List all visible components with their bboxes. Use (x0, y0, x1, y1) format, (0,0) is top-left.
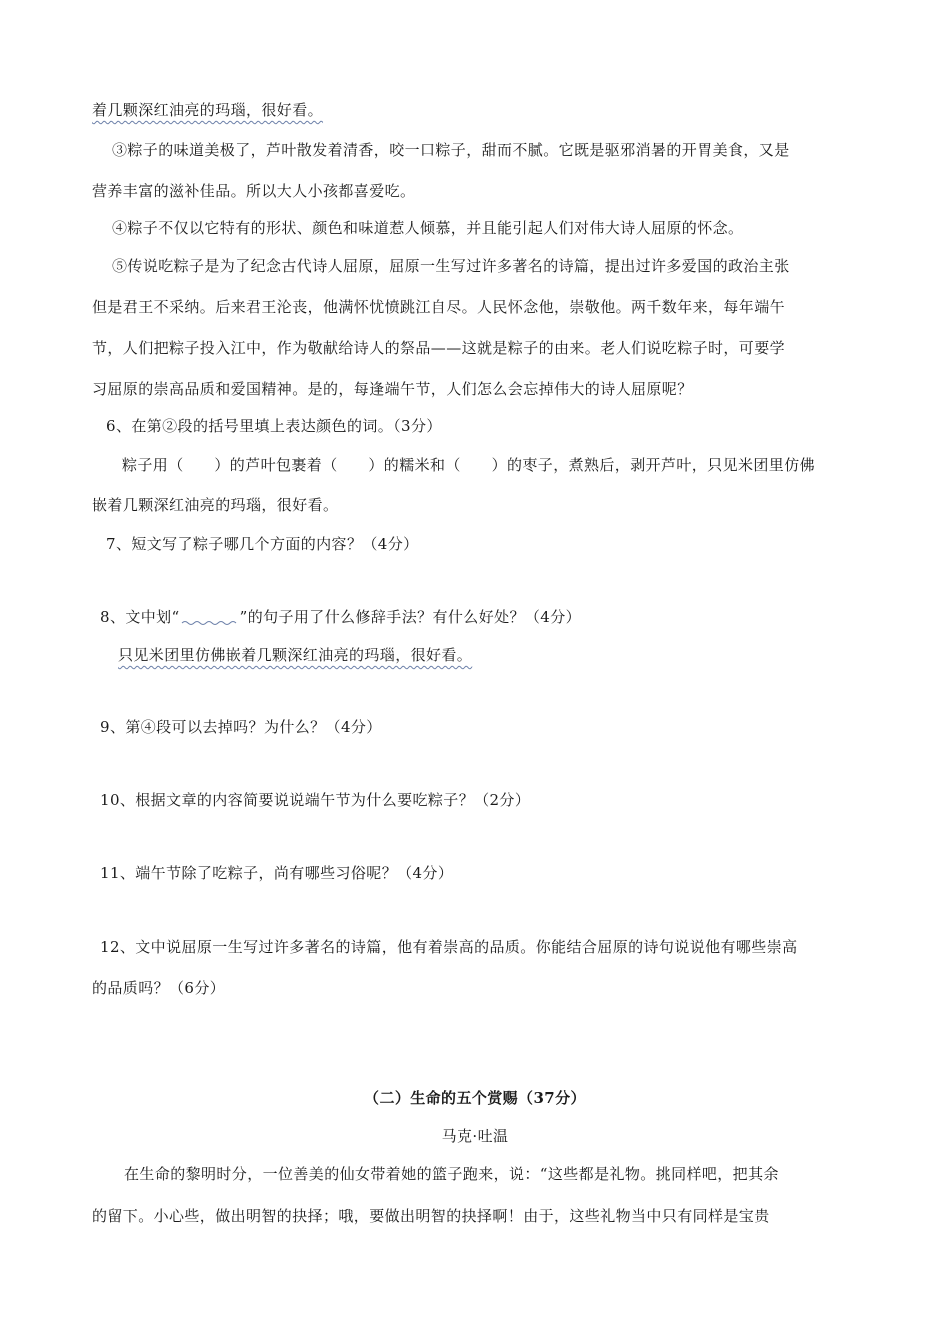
question-8-sentence (118, 645, 472, 665)
paragraph-5-line-4: 习屈原的崇高品质和爱国精神。是的，每逢端午节，人们怎么会忘掉伟大的诗人屈原呢？ (92, 380, 693, 398)
wavy-line-icon (180, 607, 240, 627)
wavy-underlined-sentence: 只见米团里仿佛嵌着几颗深红油亮的玛瑙，很好看。 (118, 646, 473, 664)
question-8-text-before: 8、文中划“ (100, 608, 180, 626)
wavy-underlined-sentence: 着几颗深红油亮的玛瑙，很好看。 (92, 101, 324, 119)
paragraph-3-line-1: ③粽子的味道美极了，芦叶散发着清香，咬一口粽子，甜而不腻。它既是驱邪消暑的开胃美食，又是 (112, 141, 790, 159)
passage1-line-01 (92, 100, 323, 120)
question-11: 11、端午节除了吃粽子，尚有哪些习俗呢？（4分） (100, 864, 454, 882)
author: 马克·吐温 (441, 1127, 509, 1145)
question-7: 7、短文写了粽子哪几个方面的内容？（4分） (106, 535, 419, 553)
question-12-line-2: 的品质吗？（6分） (92, 979, 226, 997)
question-6-fill-line-1: 粽子用（ ）的芦叶包裹着（ ）的糯米和（ ）的枣子，煮熟后，剥开芦叶，只见米团里仿佛 (122, 456, 816, 474)
paragraph-4: ④粽子不仅以它特有的形状、颜色和味道惹人倾慕，并且能引起人们对伟大诗人屈原的怀念。 (112, 219, 744, 237)
question-10: 10、根据文章的内容简要说说端午节为什么要吃粽子？（2分） (100, 791, 531, 809)
passage2-line-2: 的留下。小心些，做出明智的抉择；哦，要做出明智的抉择啊！由于，这些礼物当中只有同样是宝贵 (92, 1207, 770, 1225)
question-12-line-1: 12、文中说屈原一生写过许多著名的诗篇，他有着崇高的品质。你能结合屈原的诗句说说他有哪些崇高 (100, 938, 798, 956)
paragraph-5-line-1: ⑤传说吃粽子是为了纪念古代诗人屈原，屈原一生写过许多著名的诗篇，提出过许多爱国的政治主张 (112, 257, 790, 275)
question-8 (100, 607, 581, 627)
paragraph-5-line-3: 节，人们把粽子投入江中，作为敬献给诗人的祭品——这就是粽子的由来。老人们说吃粽子时，可要学 (92, 339, 786, 357)
question-6-fill-line-2: 嵌着几颗深红油亮的玛瑙，很好看。 (92, 496, 339, 514)
question-6: 6、在第②段的括号里填上表达颜色的词。（3分） (106, 417, 442, 435)
question-8-text-after: ”的句子用了什么修辞手法？有什么好处？（4分） (239, 608, 582, 626)
section-title: （二）生命的五个赏赐（37分） (364, 1089, 586, 1107)
paragraph-5-line-2: 但是君王不采纳。后来君王沦丧，他满怀忧愤跳江自尽。人民怀念他，崇敬他。两千数年来，每年端午 (92, 298, 786, 316)
question-9: 9、第④段可以去掉吗？为什么？（4分） (100, 718, 382, 736)
passage2-line-1: 在生命的黎明时分，一位善美的仙女带着她的篮子跑来，说：“这些都是礼物。挑同样吧，把其余 (124, 1165, 779, 1183)
paragraph-3-line-2: 营养丰富的滋补佳品。所以大人小孩都喜爱吃。 (92, 182, 416, 200)
